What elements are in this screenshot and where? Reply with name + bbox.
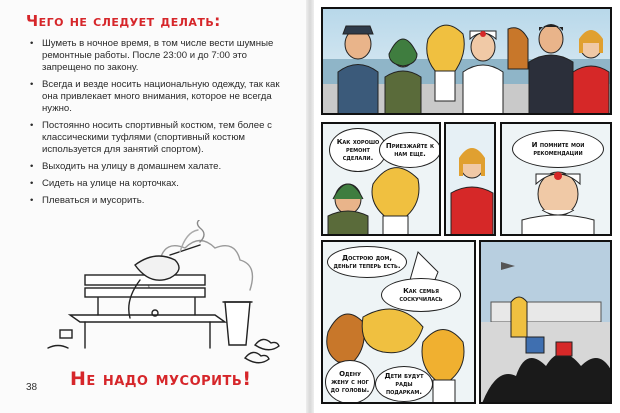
rules-list [30, 38, 298, 212]
list-item: • Шуметь в ночное время, в том числе вести шумные ремонтные работы. После 23:00 и до 7:00 это запрещено по закону. [30, 38, 298, 74]
speech-bubble: Приезжайте к нам еще. [379, 132, 441, 168]
departure-scene-illustration [481, 242, 612, 404]
comic-panel-4 [500, 122, 612, 236]
bench-sketch-illustration [40, 220, 290, 370]
list-item: • Плеваться и мусорить. [30, 195, 298, 207]
comic-panel-6 [479, 240, 612, 404]
speech-bubble: Дети будут рады подаркам. [375, 366, 433, 402]
woman-waving-illustration [446, 124, 496, 236]
list-item: • Всегда и везде носить национальную одежду, так как она привлекает много внимания, которое не всегда нужно. [30, 79, 298, 115]
group-scene-illustration [323, 9, 612, 115]
comic-panel-1 [321, 7, 612, 115]
page-number: 38 [26, 382, 38, 393]
list-item: • Выходить на улицу в домашнем халате. [30, 161, 298, 173]
speech-bubble: Как хорошо ремонт сделали. [329, 128, 387, 172]
slogan-heading: Не надо мусорить! [70, 368, 252, 390]
list-item: • Сидеть на улице на корточках. [30, 178, 298, 190]
comic-panel-3 [444, 122, 496, 236]
comic-panel-5 [321, 240, 476, 404]
speech-bubble: Как семья соскучилась [381, 278, 461, 312]
page-title: Чего не следует делать: [26, 12, 221, 30]
speech-bubble: И помните мои рекомендации [512, 130, 604, 168]
list-item: • Постоянно носить спортивный костюм, тем более с классическими туфлями (спортивный костюм используется для занятий спортом). [30, 120, 298, 156]
comic-panel-2 [321, 122, 441, 236]
speech-bubble: Одену жену с ног до головы. [325, 360, 375, 404]
right-page-comic [314, 0, 620, 413]
book-gutter [306, 0, 314, 413]
speech-bubble: Дострою дом, деньги теперь есть. [327, 246, 407, 278]
